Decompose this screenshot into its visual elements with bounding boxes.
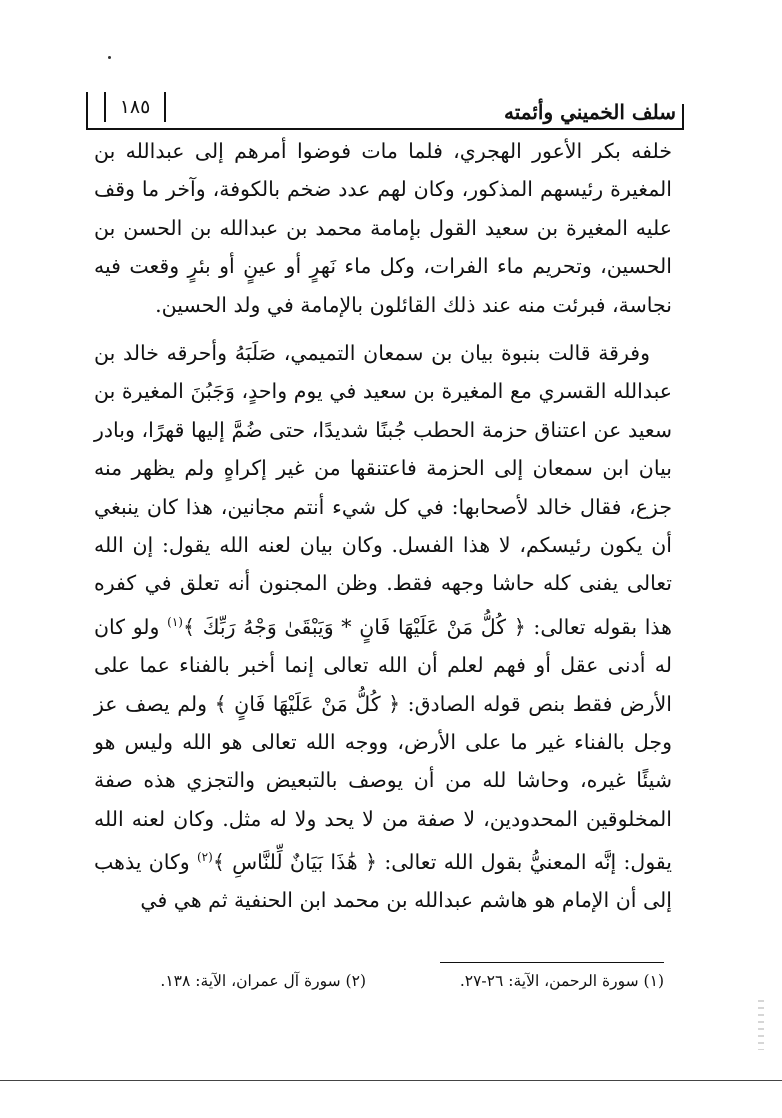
paragraph-2 [94, 334, 672, 920]
paragraph-2-part-b: ولو كان له أدنى عقل أو فهم لعلم أن الله تعالى إنما أخبر بالفناء عما على الأرض فقط بنص قوله الصادق: [94, 614, 672, 716]
paragraph-1: خلفه بكر الأعور الهجري، فلما مات فوضوا أمرهم إلى عبدالله بن المغيرة رئيسهم المذكور، وكان لهم عدد ضخم بالكوفة، وآخر ما وقف عليه المغيرة بن سعيد القول بإمامة محمد بن عبدالله بن الحسن بن الحسين، وتحريم ماء الفرات، وكل ماء نَهرٍ أو عينٍ أو بئرٍ وقعت فيه نجاسة، فبرئت منه عند ذلك القائلون بالإمامة في ولد الحسين. [94, 139, 672, 317]
quran-verse-1: ﴿ كُلُّ مَنْ عَلَيْهَا فَانٍ * وَيَبْقَىٰ وَجْهُ رَبِّكَ ﴾ [182, 614, 526, 639]
footnote-ref-2: (٢) [196, 850, 213, 865]
main-text [94, 132, 672, 920]
scan-specks [758, 1000, 764, 1050]
paragraph-2-part-a: وفرقة قالت بنبوة بيان بن سمعان التميمي، صَلَبَهُ وأحرقه خالد بن عبدالله القسري مع المغيرة بن سعيد في يوم واحدٍ، وَجَبُنَ المغيرة بن سعيد عن اعتناق حزمة الحطب جُبنًا شديدًا، حتى ضُمَّ إليها قهرًا، وبادر بيان ابن سمعان إلى الحزمة فاعتنقها من غير إكراهٍ ولم يظهر منه جزع، فقال خالد لأصحابها: في كل شيء أنتم مجانين، هذا كان ينبغي أن يكون رئيسكم، لا هذا الفسل. وكان بيان لعنه الله يقول: إن الله تعالى يفنى كله حاشا وجهه فقط. وظن المجنون أنه تعلق في كفره هذا بقوله تعالى: [94, 341, 672, 639]
header-rule [86, 128, 684, 130]
page-header [86, 92, 684, 130]
paragraph-2-part-c: ولم يصف عز وجل بالفناء غير ما على الأرض، ووجه الله تعالى هو الله وليس هو شيئًا غيره، وحاشا لله من أن يوصف بالتبعيض والتجزي هذه صفة المخلوقين المحدودين، لا صفة من لا يحد ولا له مثل. وكان لعنه الله يقول: إنَّه المعنيُّ بقول الله تعالى: [94, 691, 672, 874]
paragraph-2-part-d: وكان يذهب إلى أن الإمام هو هاشم عبدالله بن محمد ابن الحنفية ثم هي في [94, 849, 672, 913]
footnote-separator [440, 962, 664, 963]
footnote-2: (٢) سورة آل عمران، الآية: ١٣٨. [160, 972, 366, 990]
header-left-border [86, 92, 88, 130]
page-number: ١٨٥ [104, 92, 166, 122]
footnote-ref-1: (١) [167, 614, 183, 629]
footnotes [120, 972, 670, 996]
quran-verse-3: ﴿ هَٰذَا بَيَانٌ لِّلنَّاسِ ﴾ [212, 849, 377, 874]
stray-mark [108, 56, 111, 59]
footnote-1: (١) سورة الرحمن، الآية: ٢٦-٢٧. [459, 972, 664, 990]
running-title: سلف الخميني وأئمته [504, 100, 676, 124]
header-right-border [682, 104, 684, 130]
quran-verse-2: ﴿ كُلُّ مَنْ عَلَيْهَا فَانٍ ﴾ [214, 691, 401, 716]
scan-edge-line [0, 1080, 782, 1081]
